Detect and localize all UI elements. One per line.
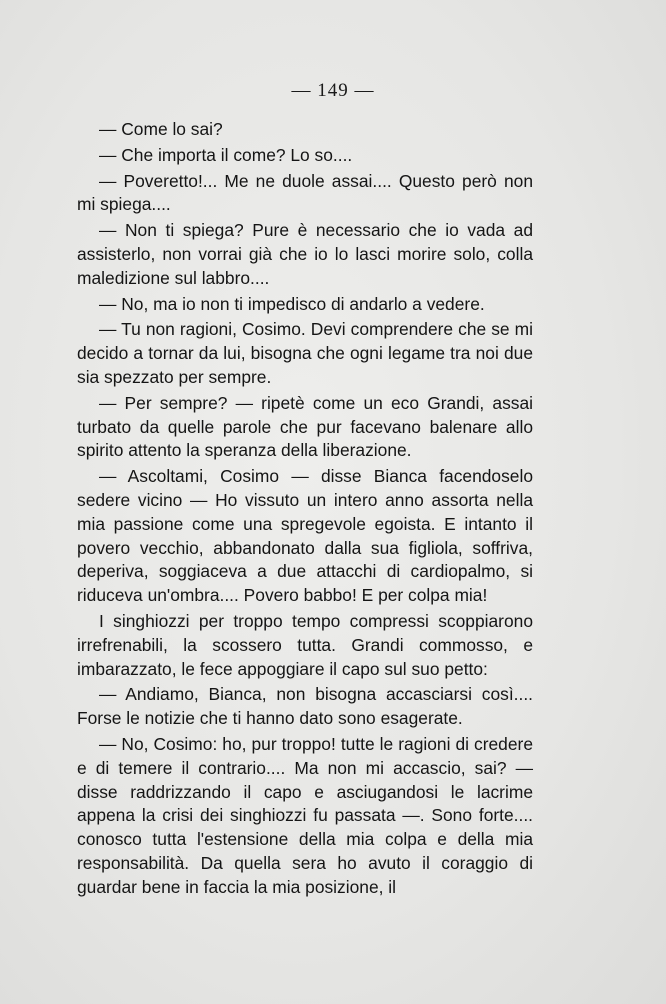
paragraph: — Andiamo, Bianca, non bisogna accasciarsi così.... Forse le notizie che ti hanno dato sono esagerate.	[77, 684, 533, 729]
paragraph: — Tu non ragioni, Cosimo. Devi comprendere che se mi decido a tornar da lui, bisogna che ogni legame tra noi due sia spezzato per sempre.	[77, 319, 533, 387]
paragraph: — No, Cosimo: ho, pur troppo! tutte le ragioni di credere e di temere il contrario.... Ma non mi accascio, sai? — disse raddrizzando il capo e asciugandosi le lacrime appena la crisi dei singhiozzi fu passata —. Sono forte.... conosco tutta l'estensione della mia colpa e della mia responsabilità. Da quella sera ho avuto il coraggio di guardar bene in faccia la mia posizione, il	[77, 733, 533, 897]
paragraph: — No, ma io non ti impedisco di andarlo a vedere.	[99, 293, 485, 314]
paragraph: — Per sempre? — ripetè come un eco Grandi, assai turbato da quelle parole che pur facevano balenare allo spirito attento la speranza della liberazione.	[77, 392, 533, 461]
page-number: — 149 —	[291, 80, 375, 101]
paragraph: — Che importa il come? Lo so....	[99, 144, 353, 165]
paragraph: — Come lo sai?	[99, 119, 223, 139]
paragraph: — Ascoltami, Cosimo — disse Bianca facendoselo sedere vicino — Ho vissuto un intero anno assorta nella mia passione come una spregevole egoista. E intanto il povero vecchio, abbandonato dalla sua figliola, soffriva, deperiva, soggiaceva a due attacchi di cardiopalmo, si riduceva un'ombra.... Povero babbo! E per colpa mia!	[77, 466, 533, 606]
paragraph: I singhiozzi per troppo tempo compressi scoppiarono irrefrenabili, la scossero tutta. Grandi commosso, e imbarazzato, le fece appoggiare il capo sul suo petto:	[77, 610, 533, 679]
paragraph: — Poveretto!... Me ne duole assai.... Questo però non mi spiega....	[77, 170, 533, 215]
body-text	[77, 118, 533, 900]
paragraph: — Non ti spiega? Pure è necessario che io vada ad assisterlo, non vorrai già che io lo lasci morire solo, colla maledizione sul labbro....	[77, 220, 533, 288]
